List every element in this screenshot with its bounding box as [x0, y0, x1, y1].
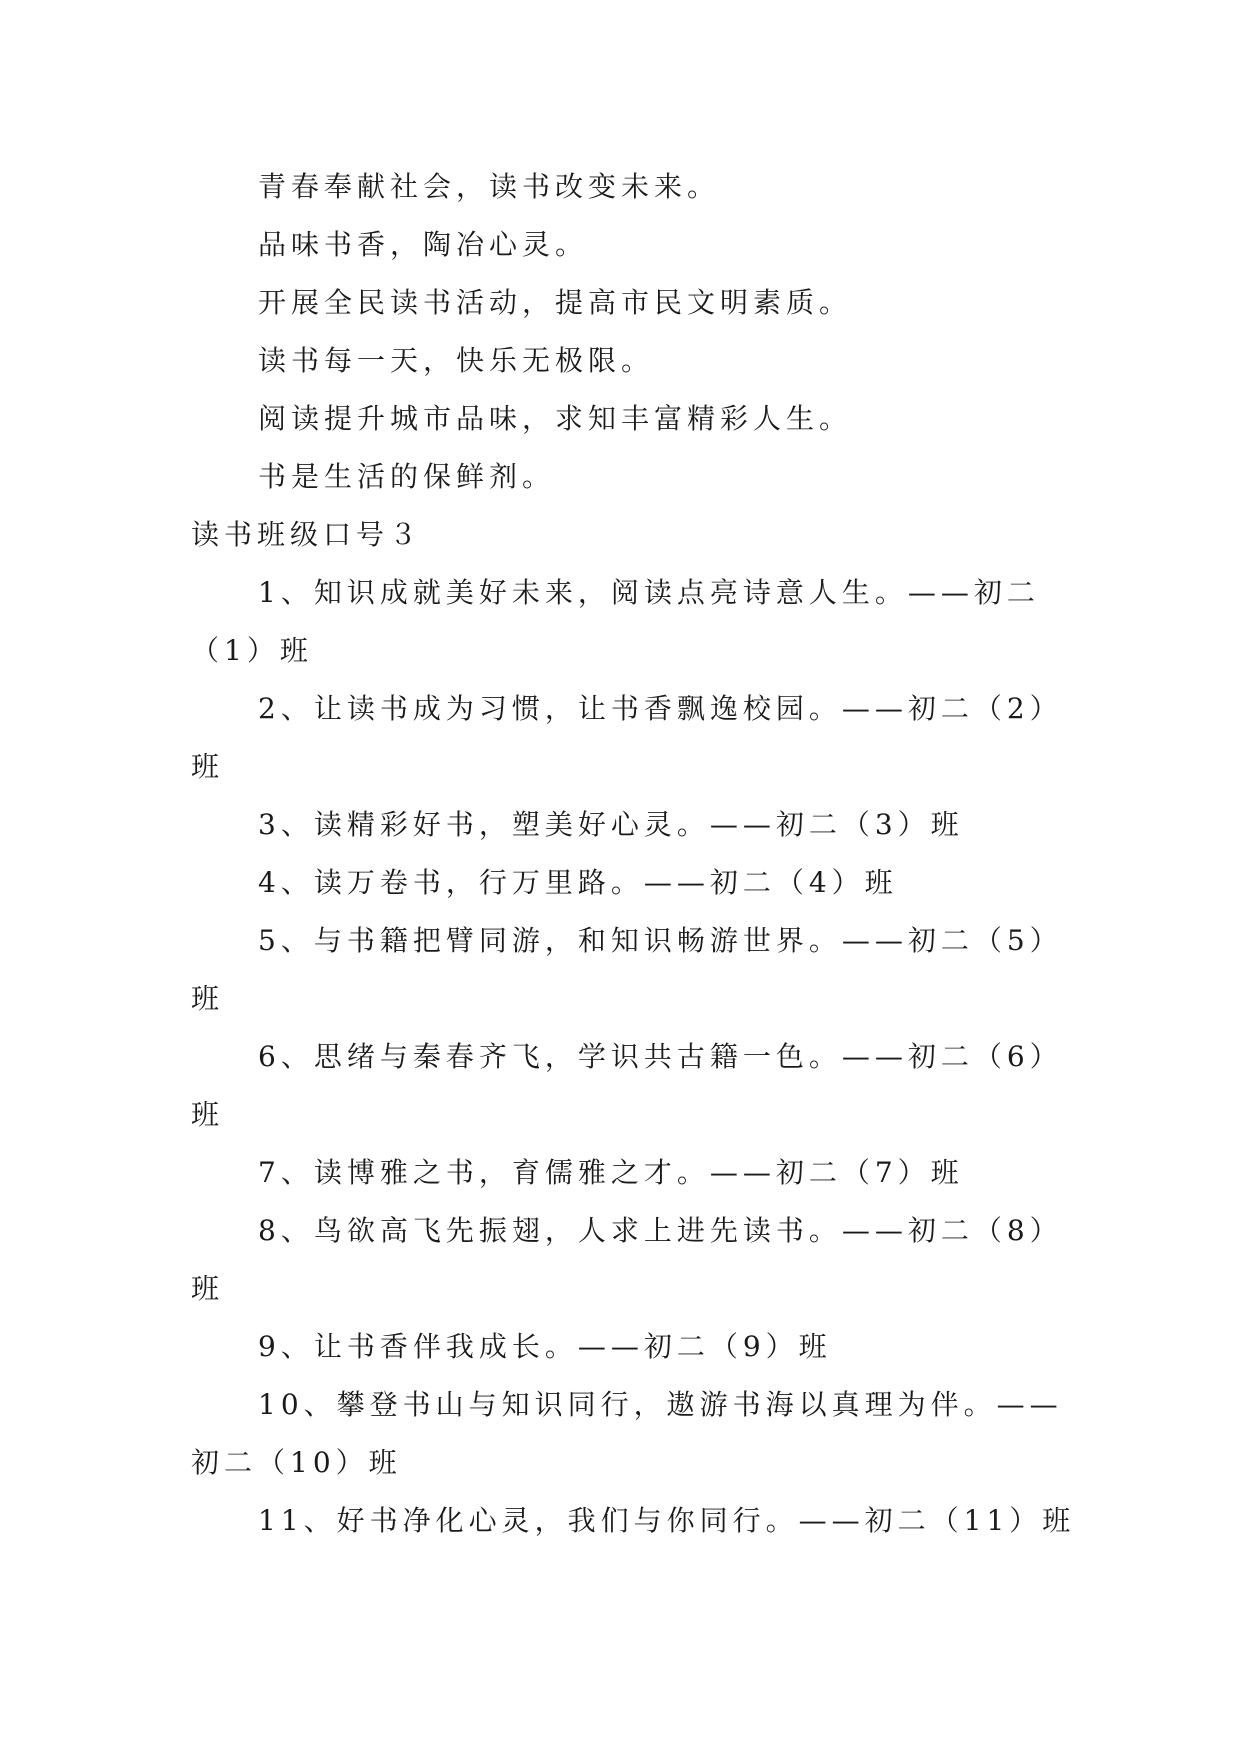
slogan-item-10-continuation: 初二（10）班 — [191, 1446, 402, 1479]
slogan-item-1-continuation: （1）班 — [191, 634, 313, 667]
slogan-item-1: 1、知识成就美好未来，阅读点亮诗意人生。——初二 — [258, 576, 1040, 609]
intro-line-4: 读书每一天，快乐无极限。 — [258, 344, 655, 377]
slogan-item-8: 8、鸟欲高飞先振翅，人求上进先读书。——初二（8） — [258, 1214, 1063, 1247]
slogan-item-6-continuation: 班 — [191, 1098, 225, 1131]
slogan-item-10: 10、攀登书山与知识同行，遨游书海以真理为伴。—— — [258, 1388, 1063, 1421]
intro-line-3: 开展全民读书活动，提高市民文明素质。 — [258, 286, 853, 319]
intro-line-5: 阅读提升城市品味，求知丰富精彩人生。 — [258, 402, 853, 435]
slogan-item-9: 9、让书香伴我成长。——初二（9）班 — [258, 1330, 832, 1363]
intro-line-2: 品味书香，陶冶心灵。 — [258, 228, 589, 261]
slogan-item-11: 11、好书净化心灵，我们与你同行。——初二（11）班 — [258, 1504, 1076, 1537]
slogan-item-2: 2、让读书成为习惯，让书香飘逸校园。——初二（2） — [258, 692, 1063, 725]
slogan-item-5: 5、与书籍把臂同游，和知识畅游世界。——初二（5） — [258, 924, 1063, 957]
slogan-item-3: 3、读精彩好书，塑美好心灵。——初二（3）班 — [258, 808, 964, 841]
slogan-item-5-continuation: 班 — [191, 982, 225, 1015]
section-title: 读书班级口号３ — [191, 518, 423, 551]
slogan-item-6: 6、思绪与秦春齐飞，学识共古籍一色。——初二（6） — [258, 1040, 1063, 1073]
intro-line-6: 书是生活的保鲜剂。 — [258, 460, 556, 493]
intro-line-1: 青春奉献社会，读书改变未来。 — [258, 170, 721, 203]
slogan-item-4: 4、读万卷书，行万里路。——初二（4）班 — [258, 866, 898, 899]
slogan-item-7: 7、读博雅之书，育儒雅之才。——初二（7）班 — [258, 1156, 964, 1189]
slogan-item-8-continuation: 班 — [191, 1272, 225, 1305]
slogan-item-2-continuation: 班 — [191, 750, 225, 783]
